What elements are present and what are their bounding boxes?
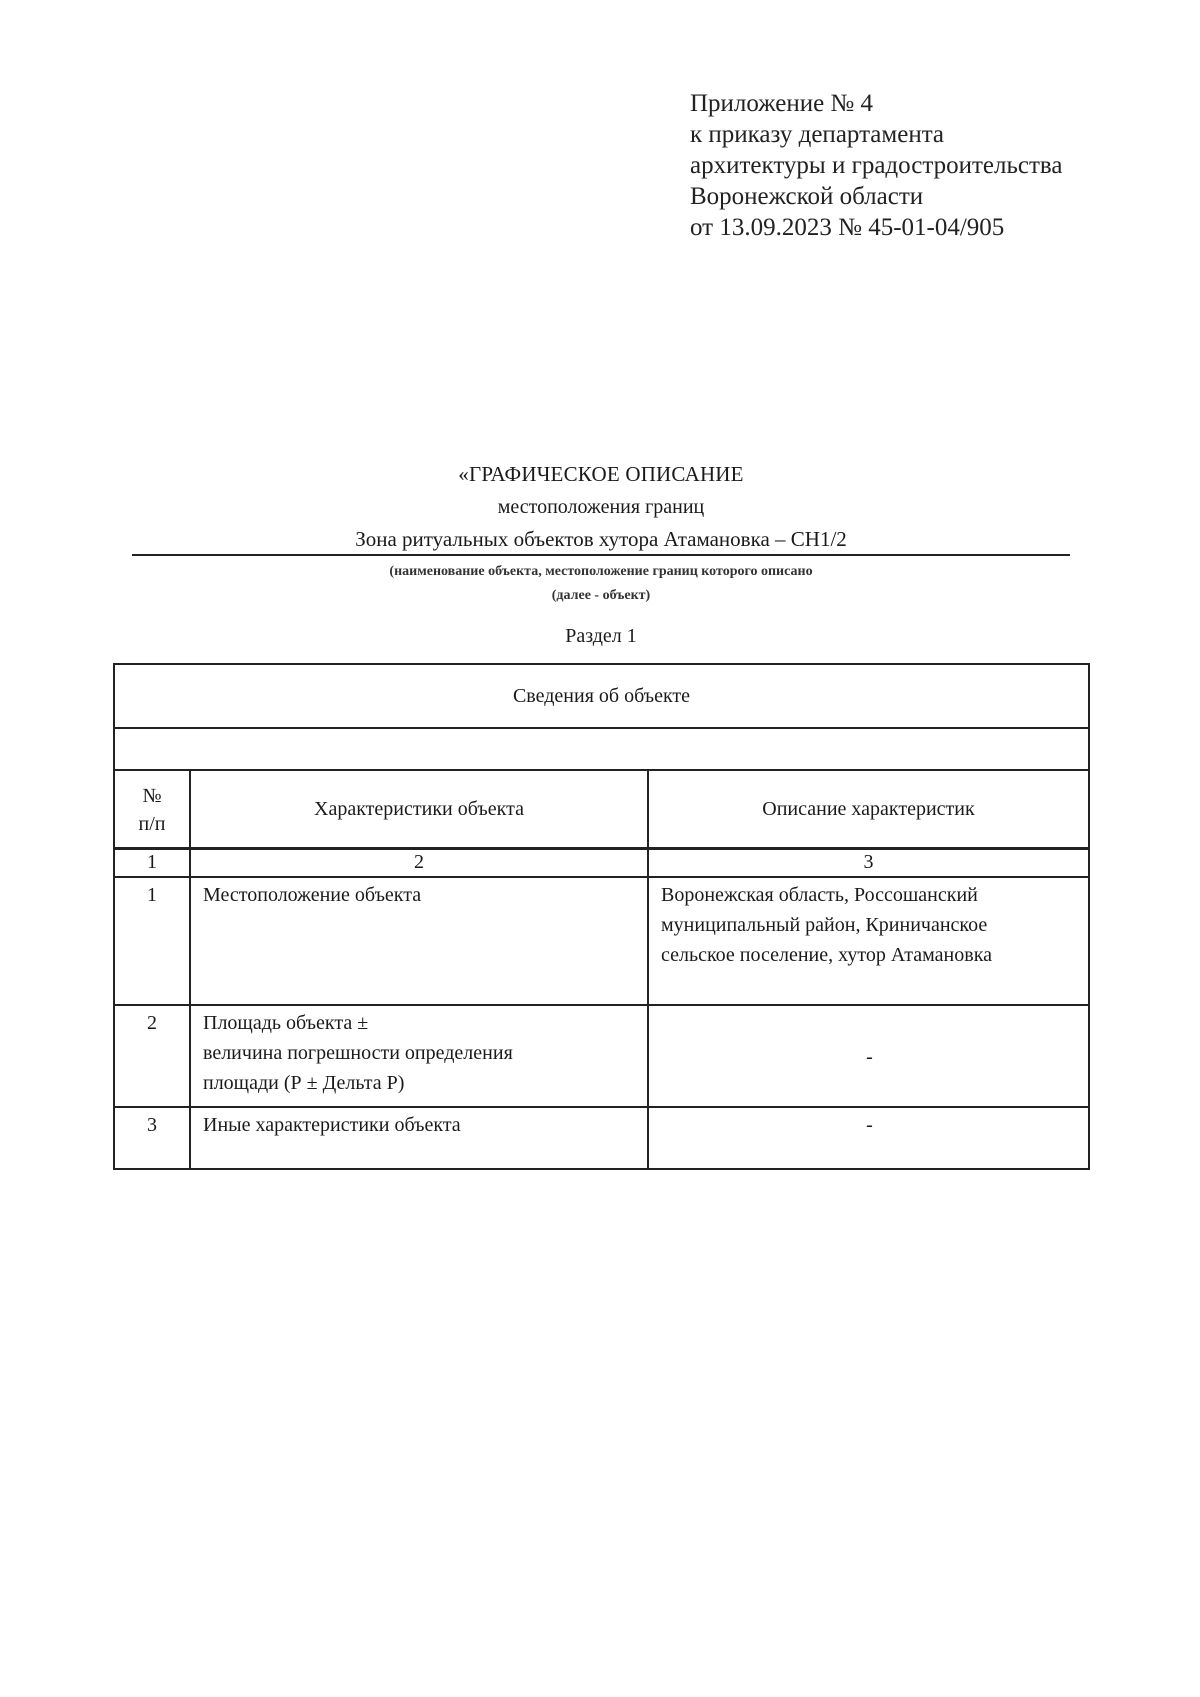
header-description: Описание характеристик: [648, 770, 1089, 849]
object-name-note-line2: (далее - объект): [551, 588, 651, 603]
row-characteristic-line: величина погрешности определения: [203, 1042, 513, 1064]
table-row: [114, 877, 1089, 1005]
row-description: [648, 877, 1089, 1005]
appendix-header: [690, 88, 1062, 243]
table-row: [114, 1005, 1089, 1107]
appendix-region: Воронежской области: [690, 183, 924, 210]
row-characteristic: [190, 1005, 648, 1107]
row-characteristic-line: Площадь объекта ±: [203, 1012, 369, 1034]
header-characteristics: Характеристики объекта: [190, 770, 648, 849]
header-num: [114, 770, 190, 849]
row-num: 3: [114, 1107, 190, 1169]
document-title: «ГРАФИЧЕСКОЕ ОПИСАНИЕ: [458, 462, 744, 486]
row-description-line: муниципальный район, Криничанское: [661, 914, 988, 936]
table-empty-cell: [114, 728, 1089, 770]
document-title-block: [132, 460, 1070, 650]
row-num: 1: [114, 877, 190, 1005]
appendix-number: Приложение № 4: [690, 90, 874, 117]
row-characteristic-line: площади (Р ± Дельта Р): [203, 1072, 405, 1094]
row-num: 2: [114, 1005, 190, 1107]
column-number-1: 1: [114, 849, 190, 878]
object-name-note-line1: (наименование объекта, местоположение границ которого описано: [389, 564, 813, 579]
table-caption: Сведения об объекте: [114, 664, 1089, 728]
column-number-2: 2: [190, 849, 648, 878]
section-label: Раздел 1: [565, 625, 637, 647]
object-name-note: [132, 560, 1070, 608]
appendix-department: архитектуры и градостроительства: [690, 152, 1063, 179]
table-header-row: [114, 770, 1089, 849]
table-empty-row: [114, 728, 1089, 770]
object-info-table-wrapper: [113, 663, 1090, 1170]
row-description-line: Воронежская область, Россошанский: [661, 884, 978, 906]
document-subtitle: местоположения границ: [497, 496, 705, 518]
row-description-line: -: [866, 1046, 873, 1068]
row-characteristic-line: Иные характеристики объекта: [203, 1114, 461, 1136]
appendix-order-ref: к приказу департамента: [690, 121, 945, 148]
row-characteristic: [190, 877, 648, 1005]
row-description-line: -: [866, 1114, 873, 1136]
column-number-3: 3: [648, 849, 1089, 878]
row-description: [648, 1005, 1089, 1107]
object-info-table: [113, 663, 1090, 1170]
appendix-date-number: от 13.09.2023 № 45-01-04/905: [690, 214, 1005, 241]
header-num-pp: п/п: [138, 813, 166, 835]
row-characteristic: [190, 1107, 648, 1169]
object-name: Зона ритуальных объектов хутора Атамановка – СН1/2: [132, 525, 1070, 556]
row-description: [648, 1107, 1089, 1169]
row-characteristic-line: Местоположение объекта: [203, 884, 422, 906]
table-caption-row: [114, 664, 1089, 728]
table-row: [114, 1107, 1089, 1169]
row-description-line: сельское поселение, хутор Атамановка: [661, 944, 992, 966]
column-number-row: [114, 849, 1089, 878]
header-num-sign: №: [142, 785, 162, 807]
